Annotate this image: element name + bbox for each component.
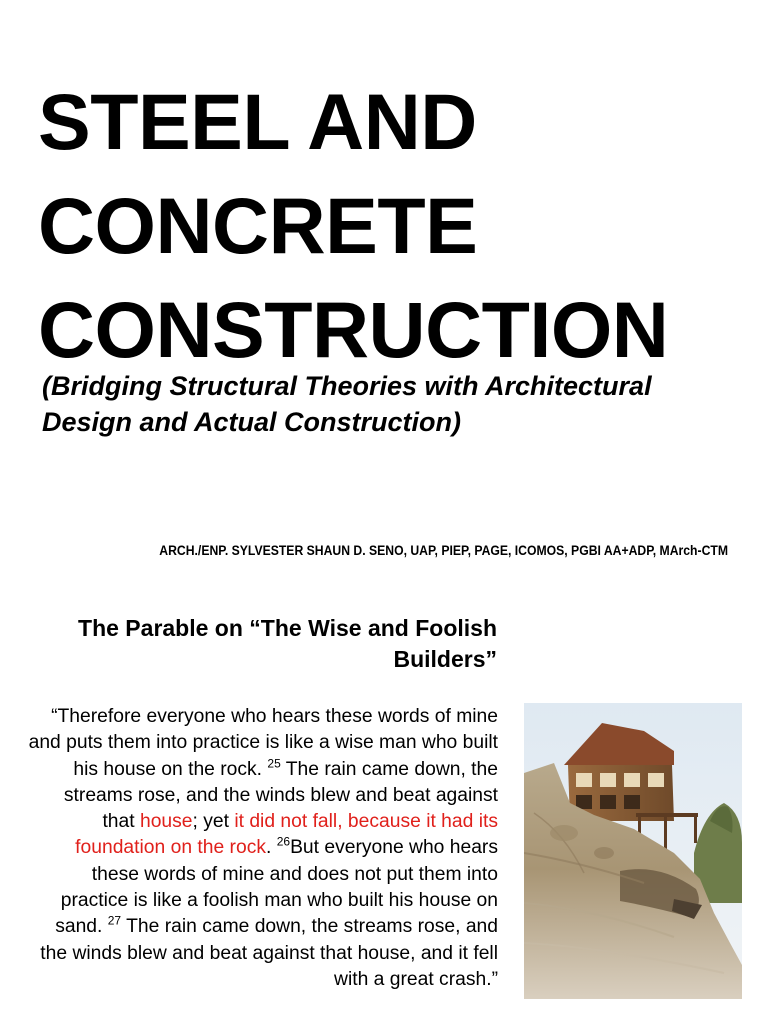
subtitle-line-2: Design and Actual Construction) [42, 407, 462, 437]
document-title [38, 70, 758, 382]
quote-text-5: But everyone who hears these words of mine and does not put them into practice is like a foolish man who built his house on sand. [55, 837, 498, 938]
verse-ref-25: 25 [267, 756, 281, 771]
section-heading-line-1: The Parable on “The Wise and Foolish [78, 615, 497, 641]
parable-quote [28, 704, 498, 993]
verse-ref-26: 26 [276, 835, 291, 850]
quote-text-2: The rain came down, the streams rose, and the winds blew and beat against that [63, 758, 498, 833]
quote-text-4: . [265, 837, 272, 859]
verse-ref-27: 27 [107, 913, 122, 928]
quote-text-1: “Therefore everyone who hears these words of mine and puts them into practice is like a wise man who built his house on the rock. [28, 706, 498, 780]
quote-text-3: ; yet [192, 811, 229, 833]
quote-text-6: The rain came down, the streams rose, and the winds blew and beat against that house, and it fell with a great crash.” [40, 916, 498, 990]
title-line-1: STEEL AND [38, 77, 477, 166]
title-line-2: CONCRETE [38, 181, 478, 270]
subtitle-line-1: (Bridging Structural Theories with Architectural [42, 371, 652, 401]
section-heading-line-2: Builders” [393, 646, 497, 672]
author-credits: ARCH./ENP. SYLVESTER SHAUN D. SENO, UAP, PIEP, PAGE, ICOMOS, PGBI AA+ADP, MArch-CTM [159, 543, 729, 559]
section-heading [30, 613, 497, 675]
quote-highlight-foundation: it did not fall, because it had its foundation on the rock [75, 811, 498, 859]
house-on-cliff-photo [524, 703, 742, 999]
quote-highlight-house: house [139, 811, 193, 833]
title-line-3: CONSTRUCTION [38, 285, 669, 374]
document-subtitle [42, 368, 742, 440]
